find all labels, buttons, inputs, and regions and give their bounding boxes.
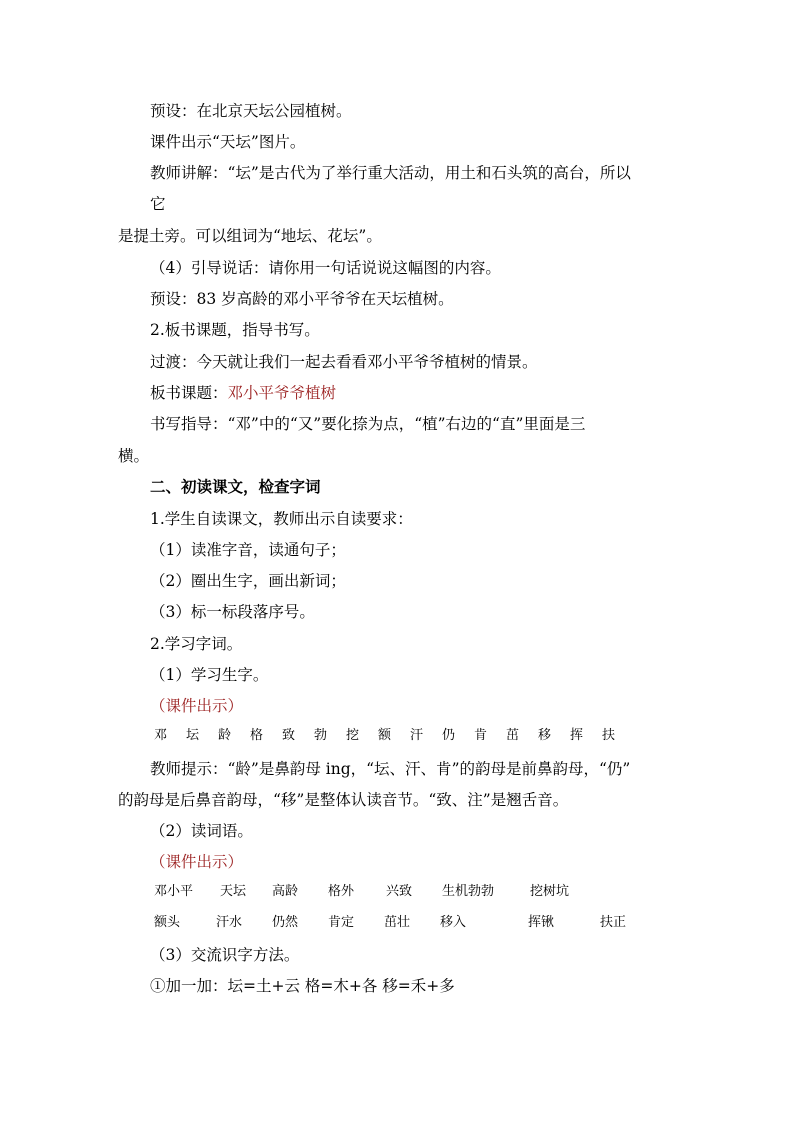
text-line: [150, 383, 336, 403]
text-line: 过渡：今天就让我们一起去看看邓小平爷爷植树的情景。: [150, 353, 538, 371]
text-line: 课件出示“天坛”图片。: [150, 133, 306, 151]
word: 挥锹: [528, 915, 555, 930]
character: 汗: [410, 728, 424, 743]
word: 扶正: [600, 915, 627, 930]
character: 肯: [474, 728, 488, 743]
word: 汗水: [216, 915, 243, 930]
text-line: （3）交流识字方法。: [150, 946, 300, 964]
text-line: 2.学习字词。: [150, 635, 243, 653]
word-row: [150, 883, 670, 901]
text-line: 横。: [118, 447, 150, 465]
text-line: 的韵母是后鼻音韵母，“移”是整体认读音节。“致、注”是翘舌音。: [118, 791, 569, 809]
character: 格: [250, 728, 264, 743]
character: 扶: [602, 728, 616, 743]
character: 茁: [506, 728, 520, 743]
text-line: （3）标一标段落序号。: [150, 603, 315, 621]
character: 坛: [186, 728, 200, 743]
text-line: 书写指导：“邓”中的“又”要化捺为点，“植”右边的“直”里面是三: [150, 415, 586, 433]
word: 挖树坑: [530, 884, 570, 899]
text-line: 1.学生自读课文，教师出示自读要求：: [150, 510, 413, 528]
text-line: （2）圈出生字，画出新词；: [150, 572, 346, 590]
character: 仍: [442, 728, 456, 743]
courseware-label: （课件出示）: [150, 853, 244, 871]
character: 移: [538, 728, 552, 743]
character: 挖: [346, 728, 360, 743]
character: 勃: [314, 728, 328, 743]
text-line: 它: [150, 195, 166, 213]
board-title-label: 板书课题：: [150, 384, 228, 402]
text-line: （1）读准字音，读通句子；: [150, 541, 346, 559]
text-line: 预设：在北京天坛公园植树。: [150, 102, 352, 120]
word: 茁壮: [384, 915, 411, 930]
character-row: [150, 727, 670, 745]
word: 仍然: [272, 915, 299, 930]
character: 挥: [570, 728, 584, 743]
courseware-label: （课件出示）: [150, 697, 244, 715]
text-line: 教师讲解：“坛”是古代为了举行重大活动，用土和石头筑的高台，所以: [150, 164, 631, 182]
word: 兴致: [386, 884, 413, 899]
word: 天坛: [220, 884, 247, 899]
text-line: （1）学习生字。: [150, 666, 269, 684]
text-line: （2）读词语。: [150, 822, 253, 840]
text-line: 教师提示：“龄”是鼻韵母 ing，“坛、汗、肯”的韵母是前鼻韵母，“仍”: [150, 760, 631, 778]
word: 生机勃勃: [442, 884, 495, 899]
character: 邓: [154, 728, 168, 743]
word: 移入: [440, 915, 467, 930]
character: 致: [282, 728, 296, 743]
text-line: 预设：83 岁高龄的邓小平爷爷在天坛植树。: [150, 290, 454, 308]
text-line: （4）引导说话：请你用一句话说说这幅图的内容。: [150, 259, 501, 277]
word-row: [150, 914, 670, 932]
word: 额头: [154, 915, 181, 930]
word: 格外: [328, 884, 355, 899]
word: 邓小平: [154, 884, 194, 899]
text-line: ①加一加：坛=土+云 格=木+各 移=禾+多: [150, 977, 455, 995]
section-heading: 二、初读课文，检查字词: [150, 477, 321, 496]
text-line: 2.板书课题，指导书写。: [150, 321, 320, 339]
character: 额: [378, 728, 392, 743]
text-line: 是提土旁。可以组词为“地坛、花坛”。: [118, 227, 382, 245]
board-title: 邓小平爷爷植树: [227, 384, 337, 402]
word: 高龄: [272, 884, 299, 899]
character: 龄: [218, 728, 232, 743]
word: 肯定: [328, 915, 355, 930]
